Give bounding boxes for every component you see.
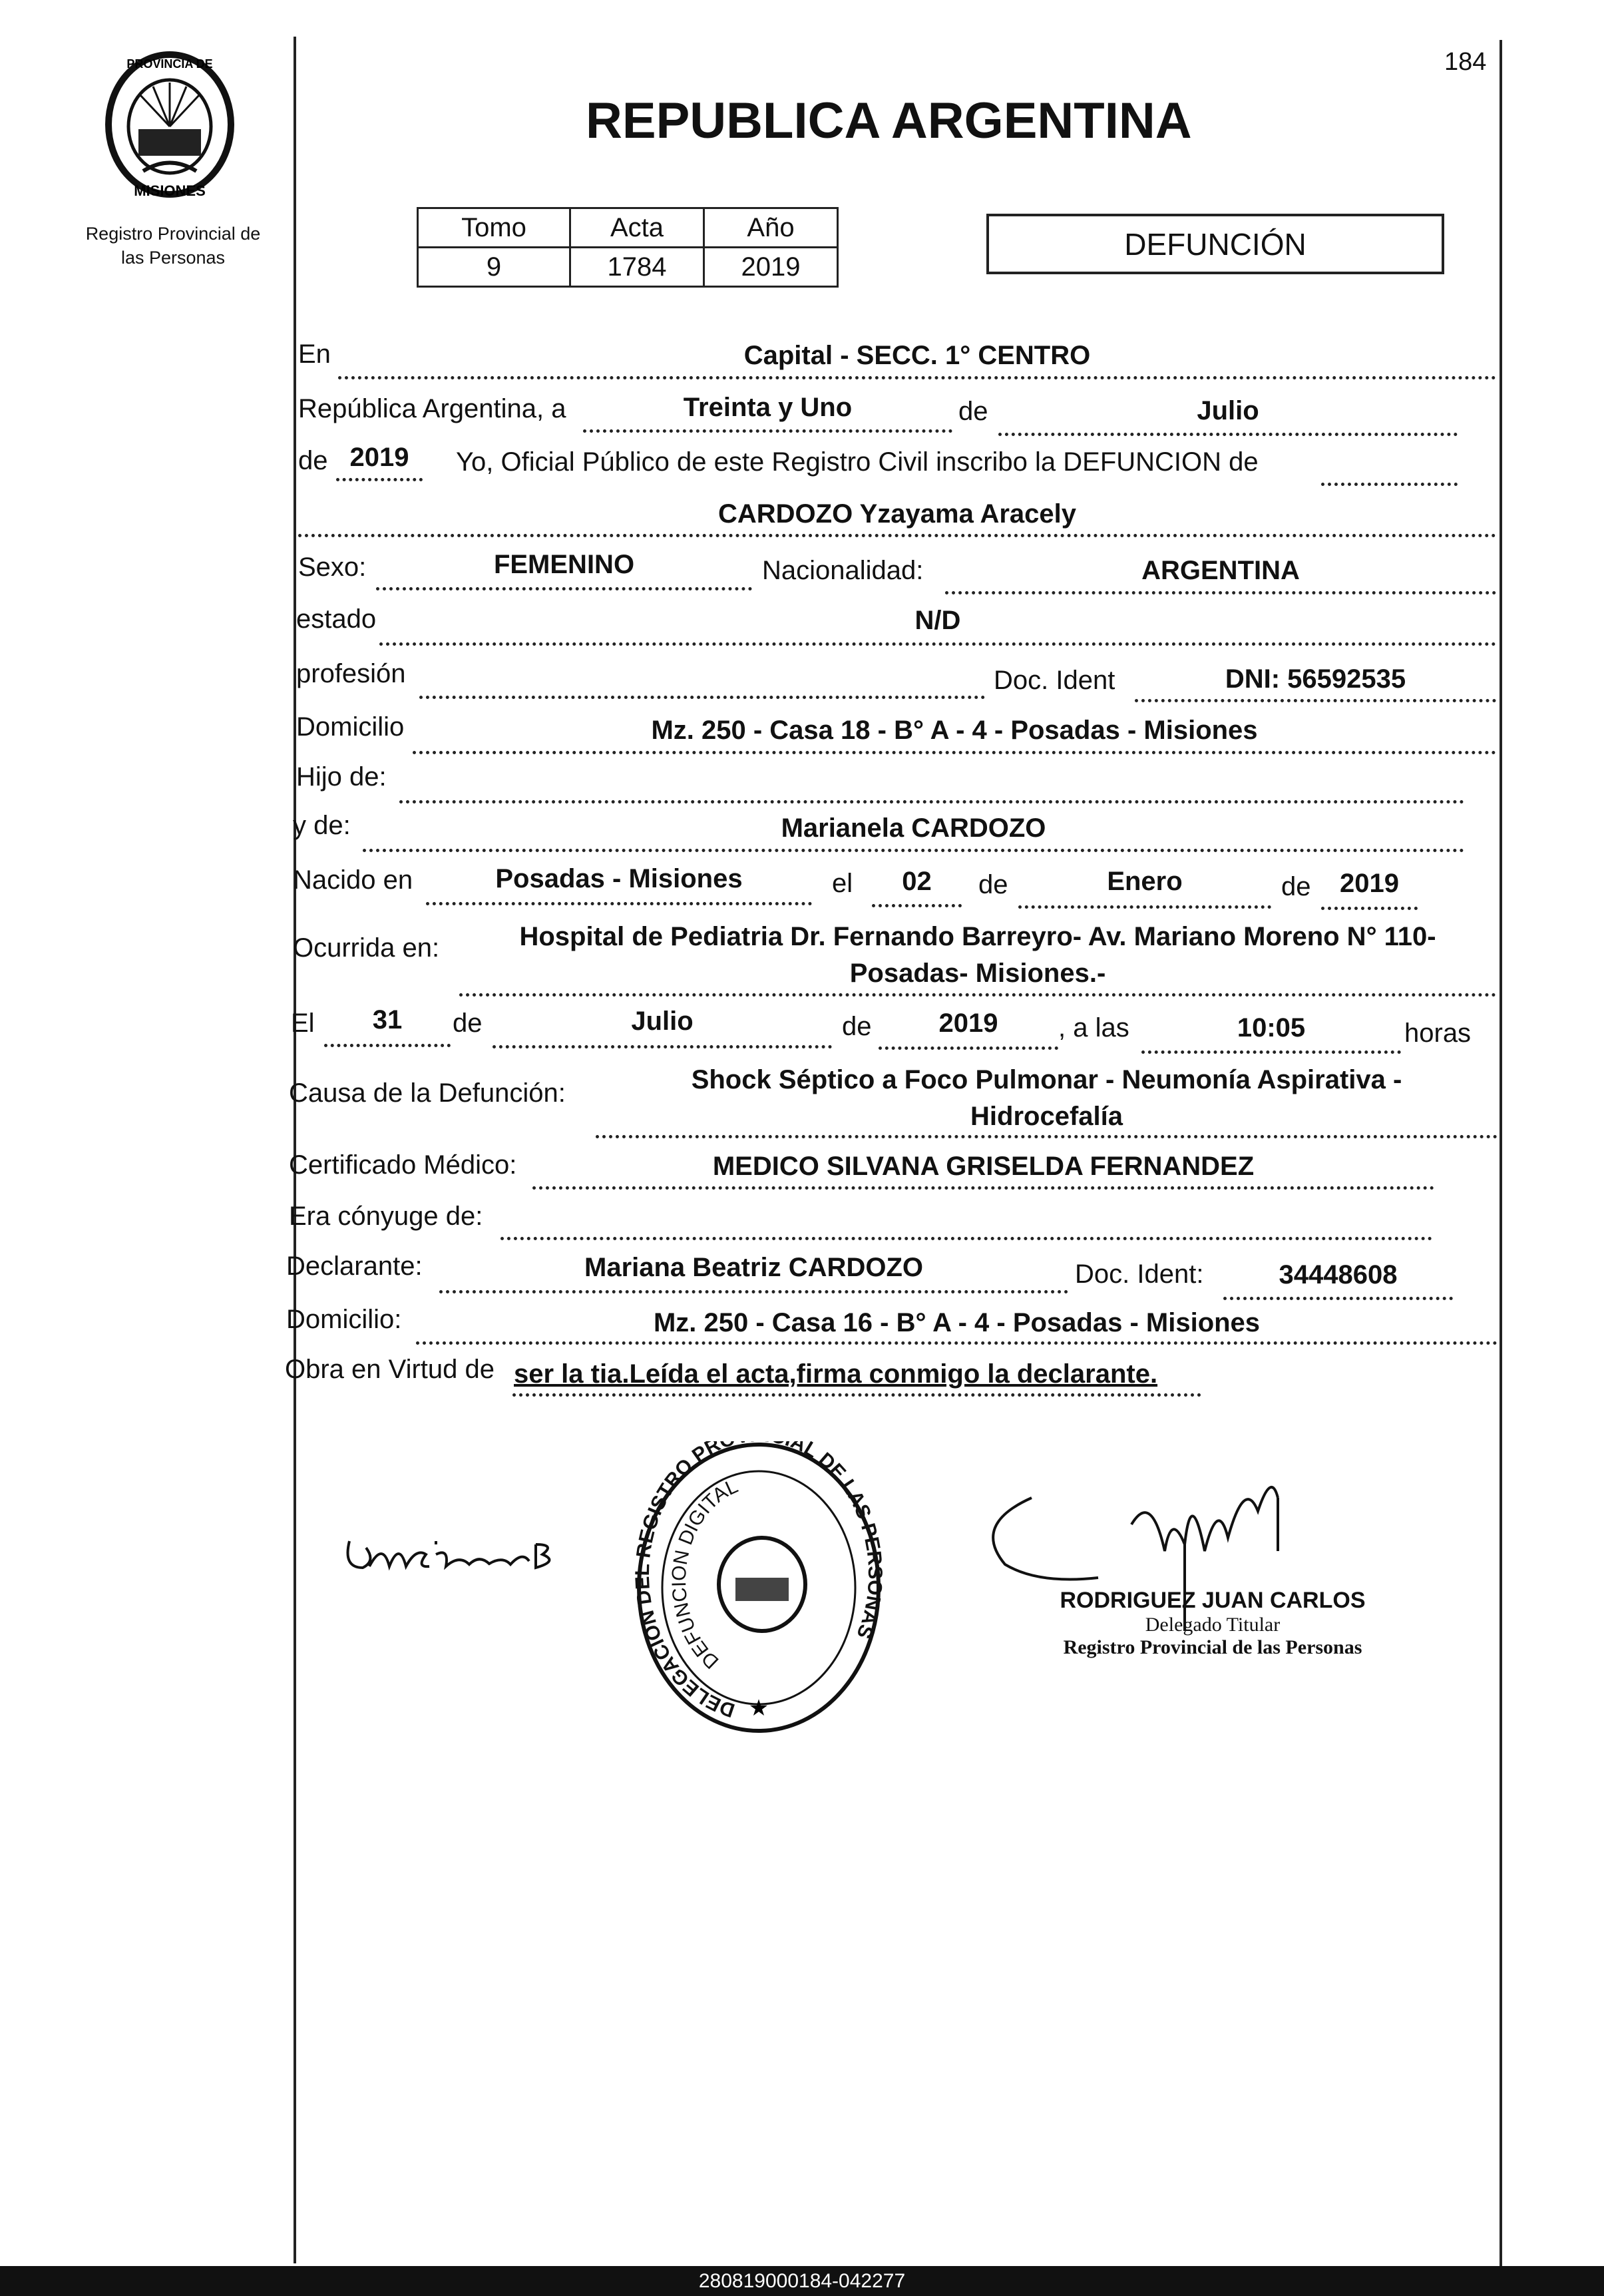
header-tomo: Tomo — [418, 208, 570, 248]
record-type-box: DEFUNCIÓN — [986, 214, 1444, 274]
nacido-label: Nacido en — [293, 865, 413, 895]
def-anio-value: 2019 — [938, 1009, 998, 1038]
nacionalidad-label: Nacionalidad: — [762, 556, 924, 585]
obra-line — [512, 1393, 1201, 1397]
de-label-5: de — [453, 1009, 483, 1038]
sexo-line — [376, 587, 752, 590]
month-line — [998, 433, 1458, 436]
svg-text:MISIONES: MISIONES — [134, 182, 206, 199]
de-label-2: de — [298, 446, 328, 475]
page-number: 184 — [1444, 48, 1487, 76]
nacionalidad-line — [945, 591, 1496, 594]
day-line — [583, 429, 952, 433]
registry-line-2: las Personas — [120, 248, 226, 268]
domicilio-label: Domicilio — [296, 712, 405, 742]
svg-text:★: ★ — [748, 1695, 769, 1722]
de-label-3: de — [978, 870, 1008, 899]
record-table — [417, 207, 839, 288]
right-margin-line — [1500, 40, 1502, 2267]
inscribo-text: Yo, Oficial Público de este Registro Civil inscribo la DEFUNCION de — [456, 447, 1259, 477]
year-value: 2019 — [349, 443, 409, 472]
nacido-lugar-line — [426, 902, 812, 905]
domicilio-2-value: Mz. 250 - Casa 16 - B° A - 4 - Posadas - Misiones — [653, 1308, 1261, 1337]
causa-line-2: Hidrocefalía — [970, 1102, 1123, 1131]
svg-text:DELEGACION DEL REGISTRO PROVIN: DELEGACION DEL REGISTRO PR AL DE LAS PERSONAS — [631, 1441, 887, 1722]
declarante-label: Declarante: — [286, 1252, 423, 1281]
declarante-value: Mariana Beatriz CARDOZO — [584, 1253, 923, 1282]
causa-label: Causa de la Defunción: — [289, 1078, 566, 1108]
estado-value: N/D — [914, 606, 961, 635]
official-signature-block — [1040, 1588, 1386, 1659]
registry-line-1: Registro Provincial de — [85, 224, 261, 244]
hijo-line — [399, 800, 1464, 804]
dni-value: DNI: 56592535 — [1225, 664, 1406, 694]
inscribo-line — [1321, 483, 1458, 486]
en-label: En — [298, 340, 331, 369]
nac-dia-value: 02 — [902, 867, 932, 896]
def-mes-line — [493, 1045, 832, 1048]
deceased-name: CARDOZO Yzayama Aracely — [717, 499, 1076, 529]
estado-label: estado — [296, 604, 377, 634]
name-line — [298, 534, 1496, 537]
estado-line — [379, 642, 1496, 646]
declarant-signature — [336, 1514, 562, 1591]
y-de-label: y de: — [293, 811, 351, 840]
profesion-label: profesión — [296, 659, 406, 688]
sexo-value: FEMENINO — [493, 550, 635, 579]
doc-ident-2-label: Doc. Ident: — [1075, 1260, 1204, 1289]
nac-mes-line — [1018, 905, 1271, 909]
def-dia-value: 31 — [372, 1005, 403, 1034]
madre-line — [363, 849, 1464, 852]
conyuge-label: Era cónyuge de: — [289, 1202, 483, 1231]
official-name: RODRIGUEZ JUAN CARLOS — [1060, 1588, 1366, 1613]
causa-line-1: Shock Séptico a Foco Pulmonar - Neumonía Aspirativa - — [691, 1065, 1402, 1094]
nac-dia-line — [872, 904, 962, 907]
hora-value: 10:05 — [1237, 1013, 1306, 1042]
domicilio-2-label: Domicilio: — [286, 1305, 402, 1334]
obra-label: Obra en Virtud de — [285, 1355, 495, 1384]
nacido-lugar-value: Posadas - Misiones — [495, 864, 743, 893]
a-las-label: , a las — [1058, 1013, 1129, 1042]
official-role: Delegado Titular — [1145, 1614, 1281, 1636]
svg-text:PROVINCIA DE: PROVINCIA DE — [126, 57, 213, 71]
nac-anio-value: 2019 — [1340, 869, 1399, 898]
hora-line — [1141, 1050, 1401, 1054]
domicilio-line — [413, 751, 1496, 754]
domicilio-value: Mz. 250 - Casa 18 - B° A - 4 - Posadas - Misiones — [651, 716, 1258, 745]
official-organization: Registro Provincial de las Personas — [1063, 1636, 1362, 1658]
month-value: Julio — [1197, 396, 1259, 425]
declarante-line — [439, 1290, 1068, 1293]
registry-name — [60, 222, 286, 270]
de-label-6: de — [842, 1012, 872, 1041]
dni-line — [1135, 699, 1496, 702]
nac-anio-line — [1321, 907, 1418, 910]
hijo-label: Hijo de: — [296, 762, 387, 792]
official-seal — [629, 1441, 889, 1741]
anio-value: 2019 — [704, 248, 838, 287]
el2-label: El — [291, 1009, 315, 1038]
doc2-line — [1223, 1297, 1453, 1300]
en-line — [338, 376, 1496, 379]
de-label-1: de — [958, 397, 988, 426]
header-acta: Acta — [570, 208, 704, 248]
madre-value: Marianela CARDOZO — [781, 813, 1046, 843]
obra-value: ser la tia.Leída el acta,firma conmigo la declarante. — [514, 1359, 1158, 1389]
misiones-logo — [100, 48, 240, 208]
ocurrida-label: Ocurrida en: — [293, 933, 440, 963]
header-anio: Año — [704, 208, 838, 248]
certificado-label: Certificado Médico: — [289, 1150, 517, 1180]
horas-label: horas — [1404, 1019, 1472, 1048]
conyuge-line — [501, 1237, 1432, 1240]
certificado-value: MEDICO SILVANA GRISELDA FERNANDEZ — [712, 1152, 1255, 1181]
el-label: el — [832, 869, 853, 898]
svg-text:DEFUNCION DIGITAL: DEFUNCION DIGITAL — [668, 1475, 741, 1673]
sexo-label: Sexo: — [298, 553, 367, 582]
ocurrida-line — [459, 993, 1496, 997]
ocurrida-line-2: Posadas- Misiones.- — [849, 959, 1106, 988]
de-label-4: de — [1281, 872, 1311, 901]
acta-value: 1784 — [570, 248, 704, 287]
def-anio-line — [879, 1046, 1058, 1050]
republica-label: República Argentina, a — [298, 394, 566, 423]
def-dia-line — [324, 1044, 451, 1047]
en-value: Capital - SECC. 1° CENTRO — [743, 341, 1091, 370]
ocurrida-line-1: Hospital de Pediatria Dr. Fernando Barreyro- Av. Mariano Moreno N° 110- — [519, 922, 1436, 951]
nac-mes-value: Enero — [1107, 867, 1183, 896]
day-value: Treinta y Uno — [683, 393, 853, 422]
domicilio-2-line — [416, 1341, 1498, 1345]
nacionalidad-value: ARGENTINA — [1141, 556, 1300, 585]
certificado-line — [532, 1186, 1434, 1190]
document-id-footer: 280819000184-042277 — [0, 2266, 1604, 2296]
causa-line — [596, 1135, 1498, 1138]
doc-ident-label: Doc. Ident — [994, 666, 1115, 695]
profesion-line — [419, 696, 985, 699]
doc2-value: 34448608 — [1279, 1260, 1398, 1289]
document-title: REPUBLICA ARGENTINA — [586, 93, 1192, 149]
tomo-value: 9 — [418, 248, 570, 287]
year-line — [336, 478, 423, 481]
def-mes-value: Julio — [631, 1007, 694, 1036]
